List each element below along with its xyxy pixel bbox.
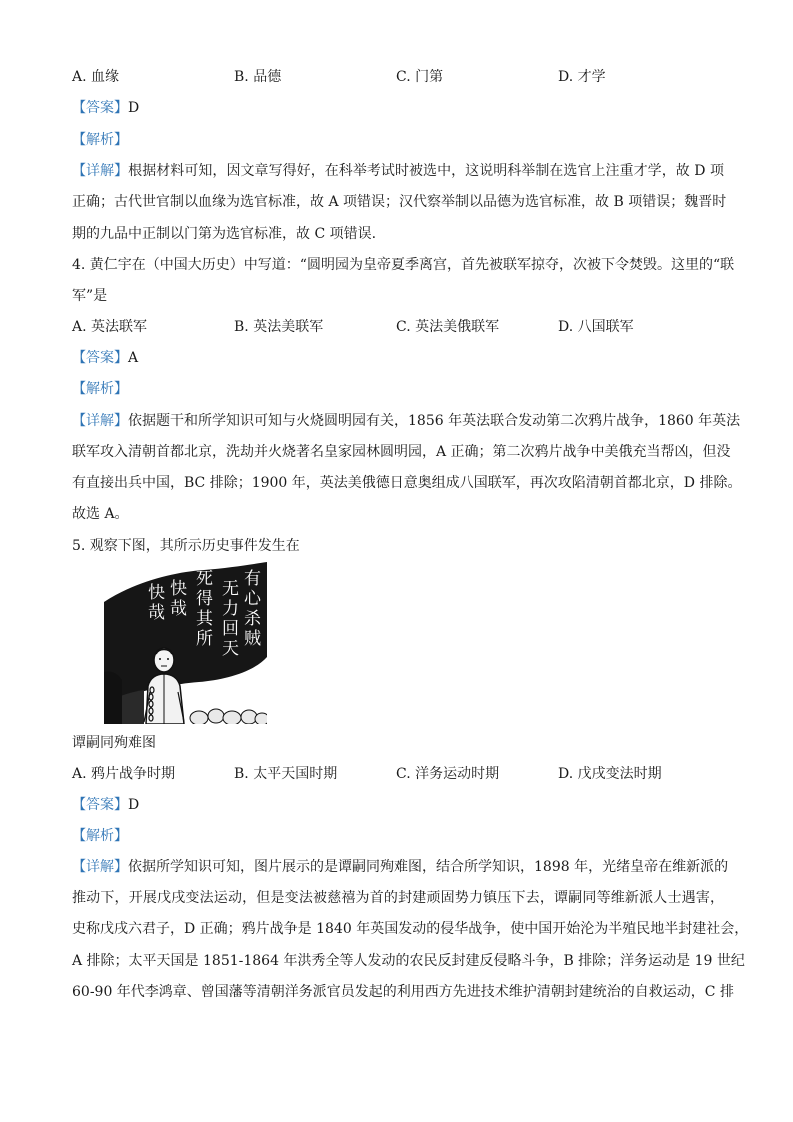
q5-detail-line-4: A 排除；太平天国是 1851-1864 年洪秀全等人发动的农民反封建反侵略斗争，B 排除；洋务运动是 19 世纪 — [72, 953, 745, 969]
q5-analysis-tag: 【解析】 — [72, 828, 128, 844]
q3-analysis-tag: 【解析】 — [72, 132, 128, 148]
q4-analysis-tag: 【解析】 — [72, 381, 128, 397]
q4-option-a: A. 英法联军 — [72, 319, 148, 335]
calligraphy-char: 贼 — [244, 629, 261, 649]
q3-option-b: B. 品德 — [234, 69, 282, 85]
q3-option-d: D. 才学 — [558, 69, 606, 85]
illustration-svg — [104, 562, 267, 724]
detail-tag: 【详解】 — [72, 163, 129, 179]
calligraphy-char: 得 — [196, 589, 213, 609]
q3-option-a: A. 血缘 — [72, 69, 120, 85]
q5-detail-line-2: 推动下，开展戊戌变法运动，但是变法被慈禧为首的封建顽固势力镇压下去，谭嗣同等维新派人士遇害， — [72, 890, 724, 906]
calligraphy-char: 天 — [222, 639, 239, 659]
q4-answer — [72, 348, 138, 368]
figure-caption: 谭嗣同殉难图 — [72, 735, 156, 751]
calligraphy-char: 力 — [222, 599, 239, 619]
answer-tag: 【答案】 — [72, 797, 128, 813]
q5-option-c: C. 洋务运动时期 — [396, 766, 500, 782]
q4-detail-line-1 — [72, 411, 741, 431]
detail-text: 根据材料可知，因文章写得好，在科举考试时被选中，这说明科举制在选官上注重才学，故 D 项 — [128, 163, 725, 179]
calligraphy-char: 所 — [196, 629, 213, 649]
answer-value: D — [128, 797, 140, 813]
q3-answer — [72, 98, 139, 118]
detail-tag: 【详解】 — [72, 859, 128, 875]
q4-option-d: D. 八国联军 — [558, 319, 634, 335]
q5-option-b: B. 太平天国时期 — [234, 766, 338, 782]
q3-option-c: C. 门第 — [396, 69, 444, 85]
q5-answer — [72, 795, 139, 815]
calligraphy-char: 杀 — [244, 609, 261, 629]
calligraphy-char: 回 — [222, 619, 239, 639]
q3-detail-line-1 — [72, 161, 724, 181]
calligraphy-char: 有 — [244, 569, 261, 589]
q5-detail-line-1 — [72, 857, 729, 877]
answer-tag: 【答案】 — [72, 100, 128, 116]
q3-detail-line-3: 期的九品中正制以门第为选官标准，故 C 项错误. — [72, 226, 377, 242]
detail-text: 依据题干和所学知识可知与火烧圆明园有关，1856 年英法联合发动第二次鸦片战争，1860 年英法 — [128, 413, 741, 429]
detail-text: 依据所学知识可知，图片展示的是谭嗣同殉难图，结合所学知识，1898 年，光绪皇帝在维新派的 — [128, 859, 729, 875]
q3-detail-line-2: 正确；古代世官制以血缘为选官标准，故 A 项错误；汉代察举制以品德为选官标准，故 B 项错误；魏晋时 — [72, 194, 727, 210]
calligraphy-char: 其 — [196, 609, 213, 629]
q4-detail-line-4: 故选 A。 — [72, 506, 129, 522]
q5-detail-line-5: 60-90 年代李鸿章、曾国藩等清朝洋务派官员发起的利用西方先进技术维护清朝封建统治的自救运动，C 排 — [72, 984, 734, 1000]
answer-tag: 【答案】 — [72, 350, 128, 366]
q4-option-c: C. 英法美俄联军 — [396, 319, 500, 335]
calligraphy-char: 哉 — [148, 603, 165, 623]
q5-option-d: D. 戊戌变法时期 — [558, 766, 662, 782]
q5-detail-line-3: 史称戊戌六君子，D 正确；鸦片战争是 1840 年英国发动的侵华战争，使中国开始沦为半殖民地半封建社会， — [72, 921, 749, 937]
q4-detail-line-3: 有直接出兵中国，BC 排除；1900 年，英法美俄德日意奥组成八国联军，再次攻陷清朝首都北京，D 排除。 — [72, 475, 742, 491]
calligraphy-char: 快 — [148, 583, 165, 603]
q4-stem-line-2: 军”是 — [72, 288, 108, 304]
q4-option-b: B. 英法美联军 — [234, 319, 324, 335]
answer-value: D — [128, 100, 140, 116]
tan-sitong-illustration — [104, 562, 267, 724]
calligraphy-char: 快 — [170, 579, 187, 599]
q4-stem-line-1: 4. 黄仁宇在（中国大历史）中写道：“圆明园为皇帝夏季离宫，首先被联军掠夺，次被下令焚毁。这里的“联 — [72, 257, 735, 273]
q5-option-a: A. 鸦片战争时期 — [72, 766, 176, 782]
calligraphy-char: 哉 — [170, 599, 187, 619]
calligraphy-char: 死 — [196, 569, 213, 589]
answer-value: A — [128, 350, 139, 366]
calligraphy-char: 无 — [222, 579, 239, 599]
calligraphy-char: 心 — [244, 589, 261, 609]
q4-detail-line-2: 联军攻入清朝首都北京，洗劫并火烧著名皇家园林圆明园，A 正确；第二次鸦片战争中美俄充当帮凶，但没 — [72, 444, 731, 460]
q5-stem: 5. 观察下图，其所示历史事件发生在 — [72, 538, 300, 554]
detail-tag: 【详解】 — [72, 413, 128, 429]
